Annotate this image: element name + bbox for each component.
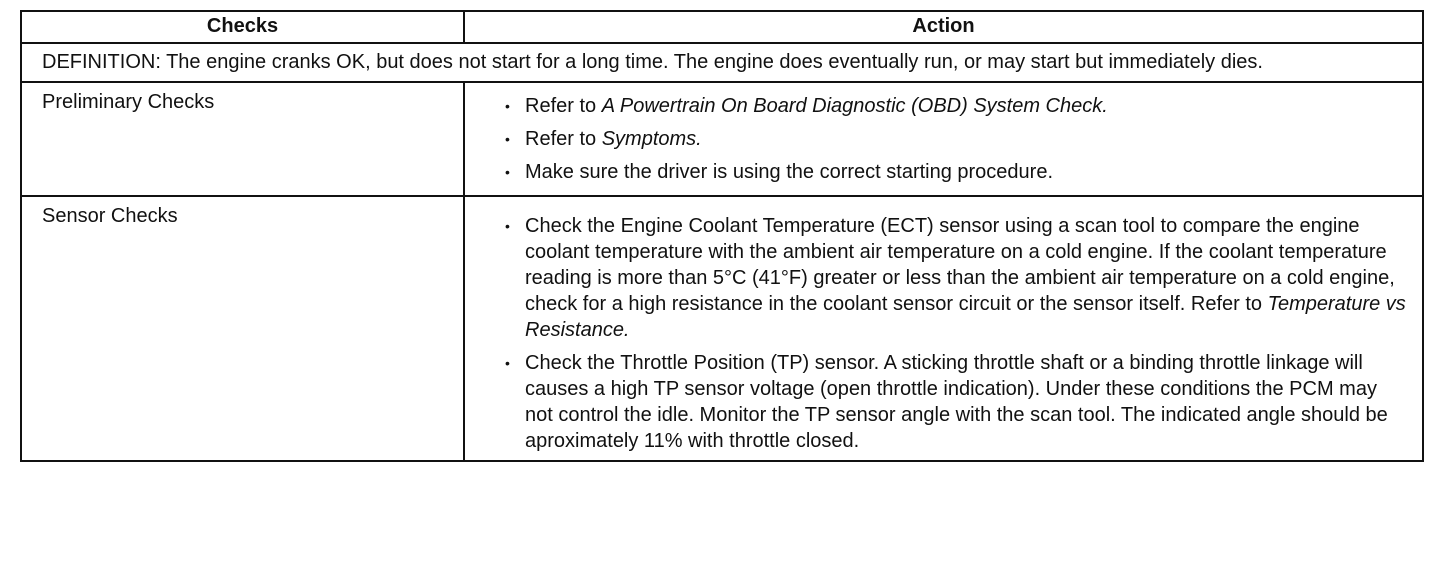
list-item xyxy=(501,213,1408,343)
action-text: Refer to xyxy=(525,95,602,117)
check-name: Preliminary Checks xyxy=(21,82,464,196)
action-text: Check the Throttle Position (TP) sensor. A sticking throttle shaft or a binding throttle linkage will causes a high TP sensor voltage (open throttle indication). Under these conditions the PCM may not control the idle. Monitor the TP sensor angle with the scan tool. The indicated angle should be aproximately 11% with throttle closed. xyxy=(525,352,1388,452)
action-list xyxy=(501,213,1408,454)
action-cell xyxy=(464,196,1423,461)
table-row xyxy=(21,196,1423,461)
list-item xyxy=(501,159,1408,185)
list-item xyxy=(501,350,1408,454)
definition-text: DEFINITION: The engine cranks OK, but does not start for a long time. The engine does eventually run, or may start but immediately dies. xyxy=(21,43,1423,82)
action-italic-text: Symptoms. xyxy=(601,128,702,150)
action-list xyxy=(501,93,1408,185)
action-header: Action xyxy=(464,11,1423,43)
action-italic-text: Temperature vs Resistance. xyxy=(525,293,1406,341)
checks-header: Checks xyxy=(21,11,464,43)
bullet-icon: • xyxy=(505,98,510,114)
bullet-icon: • xyxy=(505,355,510,371)
bullet-icon: • xyxy=(505,164,510,180)
table-row xyxy=(21,82,1423,196)
action-cell xyxy=(464,82,1423,196)
definition-row xyxy=(21,43,1423,82)
bullet-icon: • xyxy=(505,131,510,147)
bullet-icon: • xyxy=(505,218,510,234)
diagnostic-table xyxy=(20,10,1424,462)
list-item xyxy=(501,126,1408,152)
check-name: Sensor Checks xyxy=(21,196,464,461)
action-text: Refer to xyxy=(525,128,602,150)
action-text: Make sure the driver is using the correct starting procedure. xyxy=(525,161,1054,183)
header-row xyxy=(21,11,1423,43)
action-italic-text: A Powertrain On Board Diagnostic (OBD) System Check. xyxy=(601,95,1108,117)
list-item xyxy=(501,93,1408,119)
action-text: Check the Engine Coolant Temperature (ECT) sensor using a scan tool to compare the engine coolant temperature with the ambient air temperature on a cold engine. If the coolant temperature reading is more than 5°C (41°F) greater or less than the ambient air temperature on a cold engine, check for a high resistance in the coolant sensor circuit or the sensor itself. Refer to xyxy=(525,215,1395,315)
